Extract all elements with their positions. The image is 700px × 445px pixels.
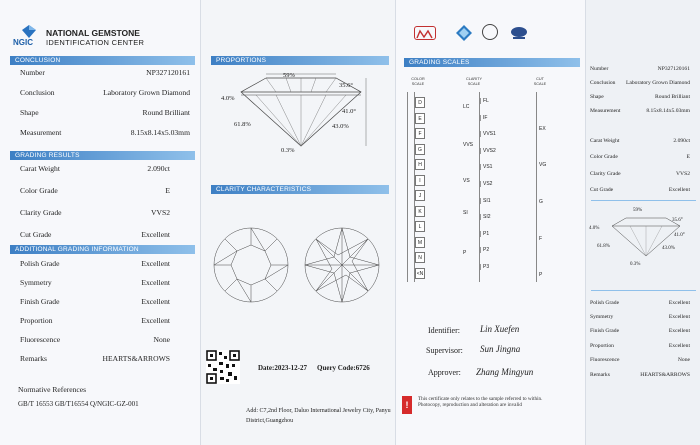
cut-grade-item: EX: [539, 126, 546, 132]
pavilion-depth: 43.0%: [332, 123, 349, 130]
row-label: Measurement: [590, 108, 621, 114]
row-label: Remarks: [590, 372, 610, 378]
color-grade-box: L: [415, 221, 425, 232]
row-label: Finish Grade: [20, 297, 60, 306]
conclusion-header: CONCLUSION: [10, 56, 195, 65]
row-value: Laboratory Grown Diamond: [625, 80, 690, 86]
clarity-group-label: VVS: [463, 142, 474, 148]
identifier-signature: Lin Xuefen: [480, 324, 520, 334]
row-value: Excellent: [141, 259, 170, 268]
row-label: Conclusion: [590, 80, 616, 86]
row-value: Excellent: [668, 187, 690, 193]
row-label: Cut Grade: [20, 230, 52, 239]
clarity-grade-item: VVS2: [480, 148, 496, 154]
row-value: Excellent: [141, 230, 170, 239]
row-label: Conclusion: [20, 88, 55, 97]
color-scale-bracket: [407, 92, 415, 282]
clarity-grade-item: VS1: [480, 164, 492, 170]
girdle-percent: 61.8%: [234, 121, 251, 128]
cma-seal-icon: [414, 26, 436, 40]
row-value: Excellent: [141, 278, 170, 287]
report-date: Date:2023-12-27: [258, 364, 307, 372]
row-label: Clarity Grade: [590, 171, 621, 177]
grading-results-header: GRADING RESULTS: [10, 151, 195, 160]
summary-table-percent: 59%: [633, 208, 643, 213]
color-grade-box: N: [415, 252, 425, 263]
row-label: Fluorescence: [590, 357, 620, 363]
proportions-header: PROPORTIONS: [211, 56, 389, 65]
cut-grade-item: F: [539, 236, 543, 242]
color-grade-box: I: [415, 175, 425, 186]
org-name-line1: NATIONAL GEMSTONE: [46, 28, 140, 38]
row-value: Round Brilliant: [655, 94, 690, 100]
clarity-group-label: P: [463, 250, 467, 256]
row-value: Excellent: [668, 343, 690, 349]
warning-icon: !: [402, 396, 412, 414]
row-value: 2.090ct: [147, 164, 170, 173]
row-value: Excellent: [668, 300, 690, 306]
row-label: Polish Grade: [20, 259, 60, 268]
cut-grade-item: VG: [539, 162, 547, 168]
crown-angle: 35.6°: [339, 82, 353, 89]
summary-divider: [591, 200, 696, 201]
color-grade-box: M: [415, 237, 425, 248]
row-label: Polish Grade: [590, 300, 620, 306]
proportions-diagram: [221, 68, 381, 158]
row-label: Color Grade: [20, 186, 58, 195]
cut-scale-head: CUT SCALE: [533, 77, 547, 86]
clarity-scale-head: CLARITY SCALE: [465, 77, 483, 86]
clarity-group-label: SI: [463, 210, 468, 216]
summary-divider-2: [591, 290, 696, 291]
supervisor-label: Supervisor:: [426, 346, 463, 355]
pavilion-angle: 41.0°: [342, 108, 356, 115]
query-code: Query Code:6726: [317, 364, 370, 372]
row-value: Laboratory Grown Diamond: [103, 88, 190, 97]
row-label: Fluorescence: [20, 335, 61, 344]
cut-grade-item: G: [539, 199, 543, 205]
row-value: None: [153, 335, 170, 344]
clarity-grade-item: IF: [480, 115, 487, 121]
clarity-char-header: CLARITY CHARACTERISTICS: [211, 185, 389, 194]
clarity-grade-item: SI2: [480, 214, 491, 220]
identifier-label: Identifier:: [428, 326, 460, 335]
row-value: VVS2: [676, 171, 690, 177]
accreditation-diamond-icon: [456, 25, 472, 41]
row-label: Color Grade: [590, 154, 618, 160]
row-value: VVS2: [151, 208, 170, 217]
clarity-grade-item: SI1: [480, 198, 491, 204]
additional-info-header: ADDITIONAL GRADING INFORMATION: [10, 245, 195, 254]
row-label: Number: [20, 68, 45, 77]
lab-address: Add: C7,2nd Floor, Daluo International Jewelry City, Panyu District,Guangzhou: [246, 408, 391, 424]
summary-pavilion-angle: 41.0°: [674, 233, 685, 238]
summary-crown-angle: 35.6°: [672, 218, 683, 223]
summary-culet: 0.3%: [630, 262, 641, 267]
normative-title: Normative References: [18, 385, 87, 394]
color-grade-box: F: [415, 128, 425, 139]
summary-girdle: 61.8%: [597, 244, 610, 249]
org-name-line2: IDENTIFICATION CENTER: [46, 38, 145, 47]
row-label: Measurement: [20, 128, 62, 137]
row-label: Remarks: [20, 354, 47, 363]
color-grade-box: D: [415, 97, 425, 108]
row-value: NP327120161: [146, 68, 190, 77]
row-label: Finish Grade: [590, 328, 620, 334]
row-value: Excellent: [141, 297, 170, 306]
row-value: 8.15x8.14x5.03mm: [646, 108, 690, 114]
row-label: Shape: [590, 94, 604, 100]
color-grade-box: K: [415, 206, 425, 217]
row-value: 8.15x8.14x5.03mm: [130, 128, 190, 137]
clarity-grade-item: P1: [480, 231, 489, 237]
row-value: Excellent: [668, 328, 690, 334]
disclaimer-text: This certificate only relates to the sample referred to within. Photocopy, reproduction and alteration are invalid: [418, 396, 543, 409]
clarity-group-label: LC: [463, 104, 470, 110]
cut-scale-bracket: [536, 92, 546, 282]
row-label: Clarity Grade: [20, 208, 62, 217]
row-value: HEARTS&ARROWS: [640, 372, 690, 378]
logo-text: NGIC: [13, 38, 33, 47]
color-grade-box: H: [415, 159, 425, 170]
approver-signature: Zhang Mingyun: [476, 367, 534, 377]
left-column: [0, 0, 200, 445]
color-grade-box: E: [415, 113, 425, 124]
row-label: Proportion: [20, 316, 53, 325]
normative-refs: GB/T 16553 GB/T16554 Q/NGIC-GZ-001: [18, 400, 139, 408]
clarity-grade-item: P2: [480, 247, 489, 253]
row-value: HEARTS&ARROWS: [102, 354, 170, 363]
middle-column: [200, 0, 395, 445]
clarity-grade-item: P3: [480, 264, 489, 270]
cnas-seal-icon: [482, 24, 498, 40]
clarity-grade-item: VS2: [480, 181, 492, 187]
row-label: Number: [590, 66, 609, 72]
row-label: Carat Weight: [590, 138, 620, 144]
culet-percent: 0.3%: [281, 147, 295, 154]
row-value: Excellent: [141, 316, 170, 325]
row-value: 2.090ct: [673, 138, 690, 144]
row-value: NP327120161: [657, 66, 690, 72]
cut-grade-item: P: [539, 272, 543, 278]
supervisor-signature: Sun Jingna: [480, 344, 521, 354]
clarity-plot-diagram: [209, 225, 389, 305]
row-value: Round Brilliant: [142, 108, 190, 117]
row-label: Shape: [20, 108, 39, 117]
row-value: Excellent: [668, 314, 690, 320]
color-grade-box: <N: [415, 268, 425, 279]
clarity-grade-item: FL: [480, 98, 489, 104]
row-label: Symmetry: [590, 314, 614, 320]
summary-card: [585, 0, 700, 445]
clarity-group-label: VS: [463, 178, 470, 184]
color-grade-box: G: [415, 144, 425, 155]
crown-height: 4.0%: [221, 95, 235, 102]
color-scale-head: COLOR SCALE: [411, 77, 425, 86]
approver-label: Approver:: [428, 368, 461, 377]
ilac-seal-icon: [510, 26, 528, 40]
row-label: Proportion: [590, 343, 614, 349]
row-label: Carat Weight: [20, 164, 60, 173]
summary-pavilion-depth: 43.0%: [662, 246, 675, 251]
color-grade-box: J: [415, 190, 425, 201]
summary-crown-height: 4.0%: [589, 226, 600, 231]
table-percent: 59%: [283, 72, 295, 79]
row-value: None: [677, 357, 690, 363]
row-value: E: [686, 154, 690, 160]
row-value: E: [165, 186, 170, 195]
grading-scales-header: GRADING SCALES: [404, 58, 580, 67]
scales-column: [395, 0, 585, 445]
row-label: Symmetry: [20, 278, 52, 287]
qr-code[interactable]: [206, 350, 240, 384]
clarity-grade-item: VVS1: [480, 131, 496, 137]
row-label: Cut Grade: [590, 187, 614, 193]
